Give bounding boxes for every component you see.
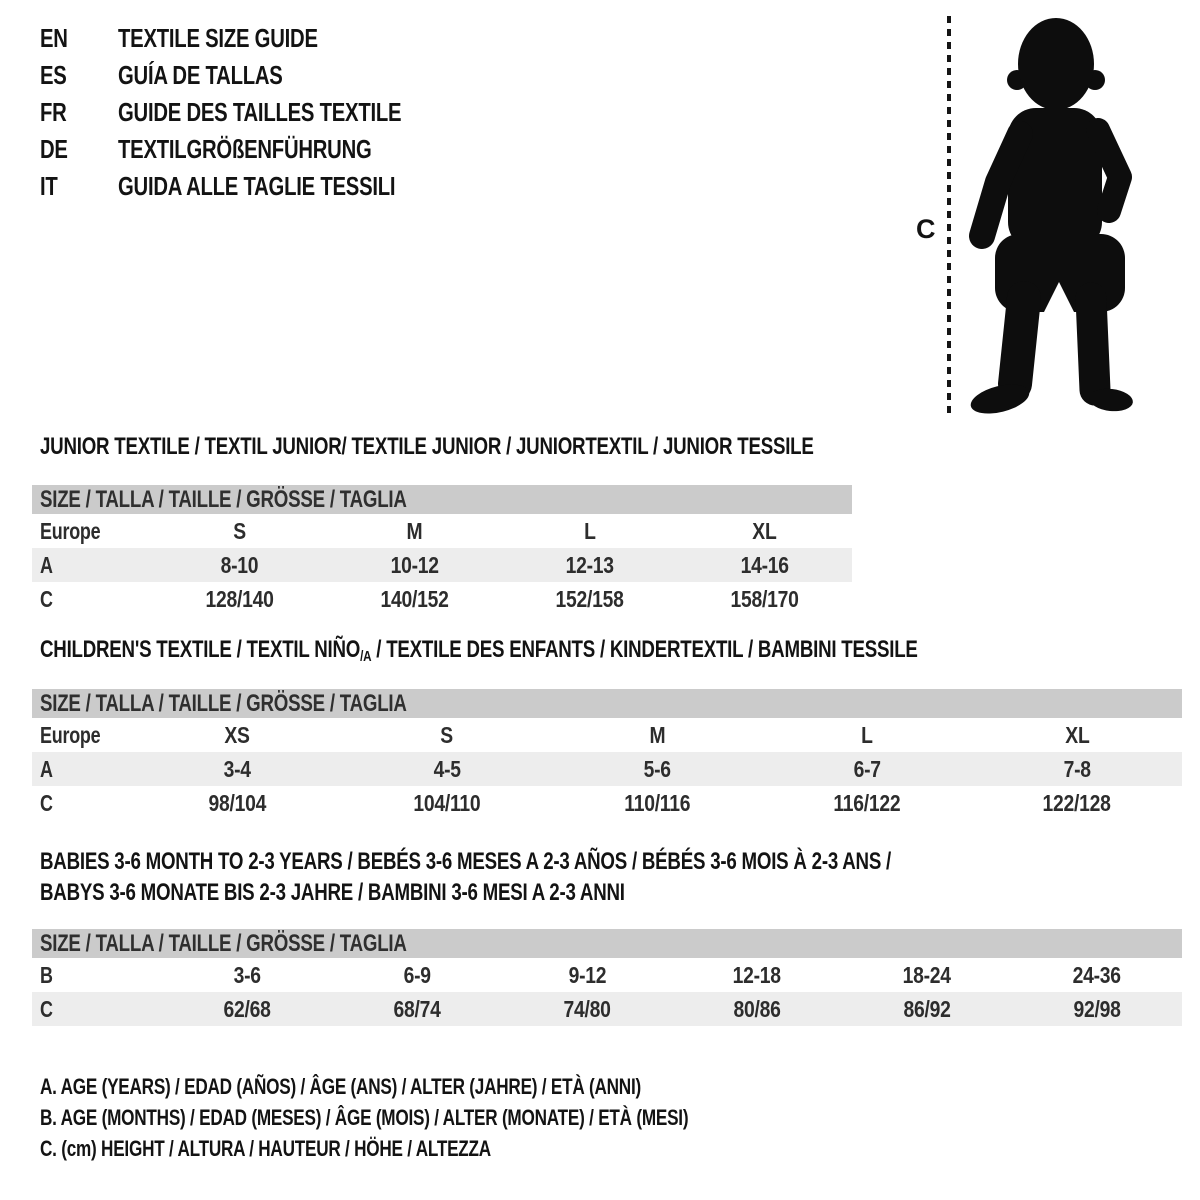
row-label: A: [40, 755, 53, 782]
height-value: 98/104: [208, 789, 266, 816]
age-value: 8-10: [220, 551, 259, 578]
height-value: 92/98: [1073, 995, 1121, 1022]
babies-section-title: [40, 846, 1131, 908]
measure-legend: [40, 1071, 871, 1164]
lang-row-es: [40, 57, 481, 94]
height-value: 140/152: [380, 585, 449, 612]
row-label: C: [40, 789, 53, 816]
lang-row-it: [40, 168, 481, 205]
babies-title-line1: BABIES 3-6 MONTH TO 2-3 YEARS / BEBÉS 3-6 MESES A 2-3 AÑOS / BÉBÉS 3-6 MOIS À 2-3 ANS /: [40, 848, 892, 875]
lang-code-it: IT: [40, 171, 58, 201]
legend-age-years: A. AGE (YEARS) / EDAD (AÑOS) / ÂGE (ANS) / ALTER (JAHRE) / ETÀ (ANNI): [40, 1073, 641, 1099]
height-value: 158/170: [730, 585, 799, 612]
size-value: L: [583, 517, 596, 544]
height-value: 122/128: [1042, 789, 1112, 816]
babies-size-table: [32, 929, 1182, 1026]
row-label: C: [40, 995, 53, 1022]
height-value: 128/140: [205, 585, 274, 612]
age-value: 14-16: [740, 551, 789, 578]
legend-height-cm: C. (cm) HEIGHT / ALTURA / HAUTEUR / HÖHE / ALTEZZA: [40, 1135, 491, 1161]
size-value: S: [440, 721, 454, 748]
age-value: 3-6: [233, 961, 261, 988]
age-value: 4-5: [433, 755, 461, 782]
children-section-title: CHILDREN'S TEXTILE / TEXTIL NIÑO/A / TEXTILE DES ENFANTS / KINDERTEXTIL / BAMBINI TESSILE: [40, 636, 918, 665]
row-label: Europe: [40, 517, 101, 544]
table-row-age-months: [32, 958, 1182, 992]
height-dashed-line: [947, 16, 951, 416]
height-value: 80/86: [733, 995, 781, 1022]
age-value: 12-13: [565, 551, 614, 578]
age-value: 10-12: [390, 551, 439, 578]
row-label: C: [40, 585, 53, 612]
age-value: 6-9: [403, 961, 431, 988]
age-value: 12-18: [732, 961, 782, 988]
lang-title-en: TEXTILE SIZE GUIDE: [118, 23, 318, 53]
nino-a-subscript: /A: [360, 648, 372, 665]
junior-section-title: JUNIOR TEXTILE / TEXTIL JUNIOR/ TEXTILE JUNIOR / JUNIORTEXTIL / JUNIOR TESSILE: [40, 433, 814, 460]
toddler-silhouette-icon: [958, 12, 1148, 416]
age-value: 18-24: [902, 961, 952, 988]
lang-code-es: ES: [40, 60, 67, 90]
height-value: 110/116: [624, 789, 690, 816]
table-row-europe: [32, 514, 852, 548]
age-value: 3-4: [223, 755, 251, 782]
table-row-height-cm: [32, 786, 1182, 820]
lang-title-fr: GUIDE DES TAILLES TEXTILE: [118, 97, 402, 127]
children-table-header: SIZE / TALLA / TAILLE / GRÖSSE / TAGLIA: [32, 689, 1182, 718]
size-value: M: [649, 721, 665, 748]
legend-age-months: B. AGE (MONTHS) / EDAD (MESES) / ÂGE (MOIS) / ALTER (MONATE) / ETÀ (MESI): [40, 1104, 689, 1130]
row-label: B: [40, 961, 53, 988]
size-value: XL: [1064, 721, 1090, 748]
babies-table-header: SIZE / TALLA / TAILLE / GRÖSSE / TAGLIA: [32, 929, 1182, 958]
lang-code-fr: FR: [40, 97, 67, 127]
lang-title-it: GUIDA ALLE TAGLIE TESSILI: [118, 171, 396, 201]
height-value: 62/68: [223, 995, 271, 1022]
size-value: M: [406, 517, 423, 544]
language-title-list: [40, 20, 481, 205]
table-row-age-years: [32, 752, 1182, 786]
row-label: Europe: [40, 721, 101, 748]
height-value: 74/80: [563, 995, 611, 1022]
size-value: XL: [752, 517, 777, 544]
age-value: 9-12: [568, 961, 606, 988]
lang-title-de: TEXTILGRÖßENFÜHRUNG: [118, 134, 372, 164]
height-value: 152/158: [555, 585, 624, 612]
babies-title-line2: BABYS 3-6 MONATE BIS 2-3 JAHRE / BAMBINI 3-6 MESI A 2-3 ANNI: [40, 879, 625, 906]
size-value: XS: [224, 721, 250, 748]
height-measure-label: C: [916, 214, 936, 244]
height-value: 86/92: [903, 995, 951, 1022]
children-size-table: [32, 689, 1182, 820]
height-value: 116/122: [833, 789, 901, 816]
junior-size-table: [32, 485, 852, 616]
junior-table-header: SIZE / TALLA / TAILLE / GRÖSSE / TAGLIA: [32, 485, 852, 514]
lang-code-en: EN: [40, 23, 68, 53]
height-value: 104/110: [413, 789, 481, 816]
table-row-europe: [32, 718, 1182, 752]
lang-row-en: [40, 20, 481, 57]
lang-row-fr: [40, 94, 481, 131]
size-value: L: [861, 721, 873, 748]
size-value: S: [233, 517, 246, 544]
age-value: 7-8: [1063, 755, 1091, 782]
table-row-age-years: [32, 548, 852, 582]
age-value: 6-7: [853, 755, 881, 782]
height-value: 68/74: [393, 995, 441, 1022]
lang-row-de: [40, 131, 481, 168]
row-label: A: [40, 551, 53, 578]
lang-title-es: GUÍA DE TALLAS: [118, 60, 283, 90]
age-value: 24-36: [1072, 961, 1122, 988]
table-row-height-cm: [32, 582, 852, 616]
lang-code-de: DE: [40, 134, 68, 164]
table-row-height-cm: [32, 992, 1182, 1026]
age-value: 5-6: [643, 755, 671, 782]
